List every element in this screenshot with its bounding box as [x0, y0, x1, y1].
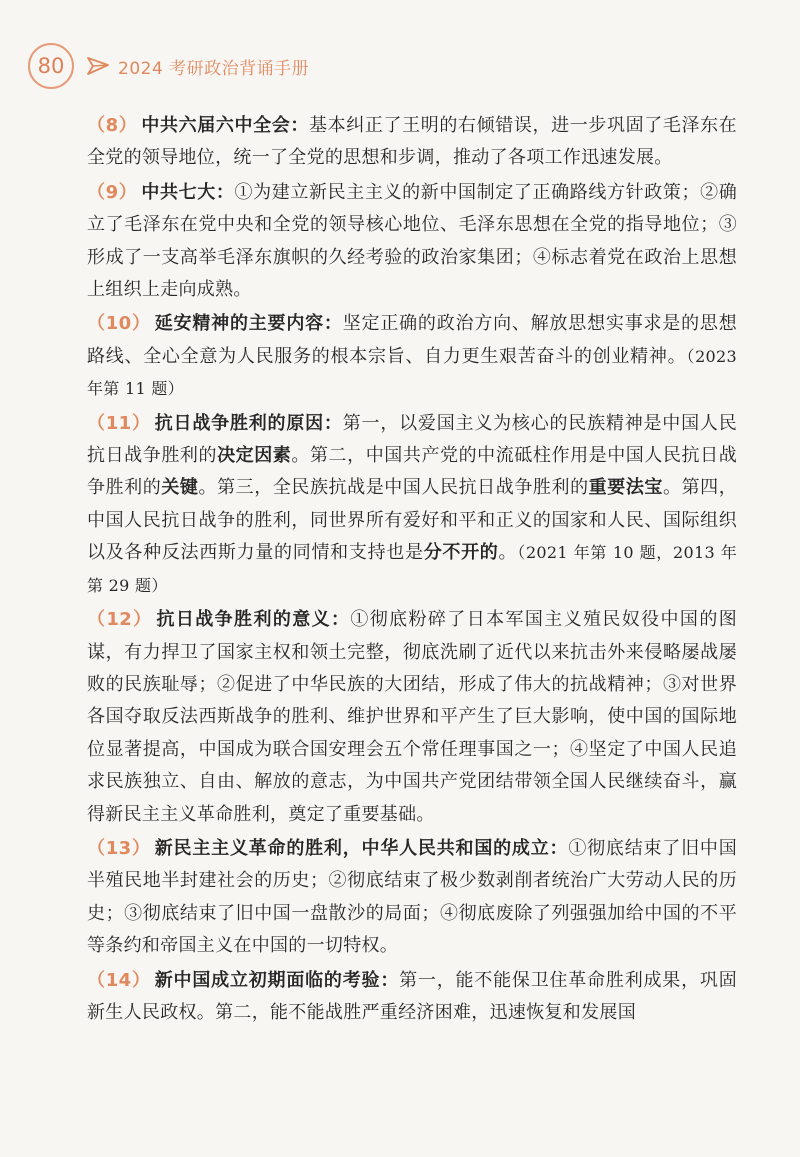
entry-number: （9） [87, 181, 138, 203]
entry-12 [87, 604, 737, 831]
entry-text: 第一，能不能保卫住革命胜利成果，巩固新生人民政权。第二，能不能战胜严重经济困难，迅速恢复和发展国 [87, 969, 737, 1023]
entry-14 [87, 965, 737, 1030]
keyword: 重要法宝 [588, 477, 663, 499]
entry-text: ①彻底结束了旧中国半殖民地半封建社会的历史；②彻底结束了极少数剥削者统治广大劳动人民的历史；③彻底结束了旧中国一盘散沙的局面；④彻底废除了列强强加给中国的不平等条约和帝国主义在中国的一切特权。 [87, 837, 737, 957]
page-number: 80 [28, 43, 74, 89]
keyword: 关键 [161, 477, 199, 499]
entry-number: （13） [87, 837, 151, 859]
entry-text: 基本纠正了王明的右倾错误，进一步巩固了毛泽东在全党的领导地位，统一了全党的思想和步调，推动了各项工作迅速发展。 [87, 115, 737, 169]
exam-reference: （2023 年第 11 题） [87, 346, 737, 399]
entry-text: 。第二，中国共产党的中流砥柱作用是中国人民抗日战争胜利的 [87, 445, 738, 499]
entry-term: 中共七大： [141, 181, 235, 203]
entry-8 [87, 110, 737, 175]
entry-number: （14） [87, 969, 151, 991]
exam-reference: （2021 年第 10 题，2013 年第 29 题） [87, 543, 738, 595]
entry-text: 。 [498, 542, 518, 564]
page-content [87, 110, 737, 1031]
entry-9 [87, 177, 737, 307]
entry-term: 抗日战争胜利的原因： [154, 412, 343, 434]
entry-term: 延安精神的主要内容： [154, 313, 343, 335]
entry-number: （12） [87, 609, 153, 631]
entry-text: 。第四，中国人民抗日战争的胜利，同世界所有爱好和平和正义的国家和人民、国际组织以及各种反法西斯力量的同情和支持也是 [87, 477, 738, 564]
keyword: 分不开的 [423, 542, 499, 564]
entry-number: （10） [87, 313, 151, 335]
entry-term: 抗日战争胜利的意义： [156, 609, 351, 631]
entry-text: ①彻底粉碎了日本军国主义殖民奴役中国的图谋，有力捍卫了国家主权和领土完整，彻底洗刷了近代以来抗击外来侵略屡战屡败的民族耻辱；②促进了中华民族的大团结，形成了伟大的抗战精神；③对世界各国夺取反法西斯战争的胜利、维护世界和平产生了巨大影响，使中国的国际地位显著提高，中国成为联合国安理会五个常任理事国之一；④坚定了中国人民追求民族独立、自由、解放的意志，为中国共产党团结带领全国人民继续奋斗，赢得新民主主义革命胜利，奠定了重要基础。 [87, 609, 738, 825]
entry-number: （11） [87, 412, 151, 434]
entry-number: （8） [87, 115, 138, 136]
page-header [28, 40, 309, 92]
entry-11 [87, 408, 737, 602]
entry-term: 中共六届六中全会： [141, 115, 309, 136]
entry-text: ①为建立新民主主义的新中国制定了正确路线方针政策；②确立了毛泽东在党中央和全党的领导核心地位、毛泽东思想在全党的指导地位；③形成了一支高举毛泽东旗帜的久经考验的政治家集团；④标志着党在政治上思想上组织上走向成熟。 [87, 181, 737, 301]
entry-text: 坚定正确的政治方向、解放思想实事求是的思想路线、全心全意为人民服务的根本宗旨、自力更生艰苦奋斗的创业精神。 [87, 313, 737, 367]
book-title: 2024 考研政治背诵手册 [118, 58, 310, 79]
entry-text: 第一，以爱国主义为核心的民族精神是中国人民抗日战争胜利的 [87, 412, 737, 467]
entry-term: 新民主主义革命的胜利，中华人民共和国的成立： [154, 837, 569, 859]
entry-text: 。第三，全民族抗战是中国人民抗日战争胜利的 [198, 477, 589, 499]
paper-plane-icon [86, 54, 110, 78]
entry-13 [87, 833, 737, 963]
entry-term: 新中国成立初期面临的考验： [154, 969, 400, 991]
keyword: 决定因素 [217, 445, 292, 467]
entry-10 [87, 308, 737, 405]
